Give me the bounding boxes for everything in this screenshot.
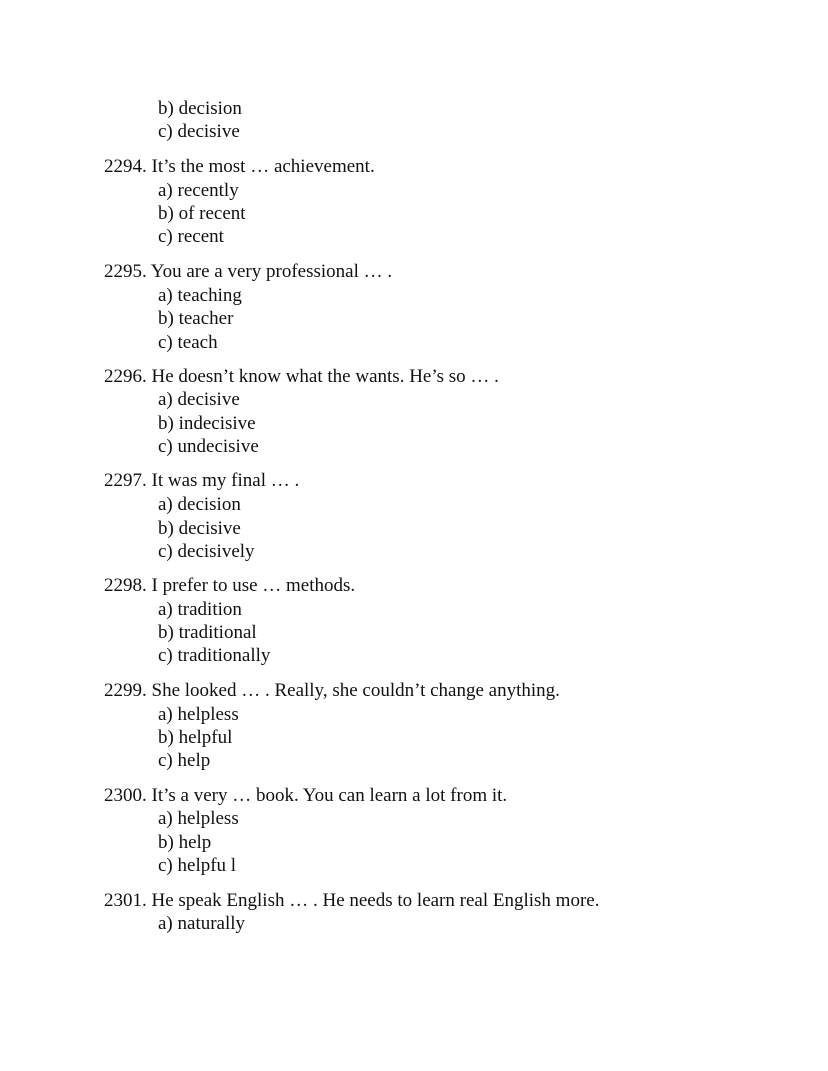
option: a) tradition (158, 599, 242, 620)
option: c) teach (158, 332, 218, 353)
question-text: She looked … . Really, she couldn’t change anything. (151, 680, 560, 701)
question-2295 (104, 260, 392, 283)
option: b) decisive (158, 518, 241, 539)
option: b) helpful (158, 727, 233, 748)
option: b) indecisive (158, 413, 256, 434)
carryover-option: b) decision (158, 98, 242, 119)
question-2297 (104, 469, 299, 492)
option: a) helpless (158, 808, 239, 829)
question-text: He speak English … . He needs to learn real English more. (151, 890, 600, 911)
option: a) recently (158, 180, 239, 201)
option: a) decisive (158, 389, 240, 410)
question-number: 2301. (104, 890, 147, 911)
question-number: 2296. (104, 366, 147, 387)
question-text: It’s a very … book. You can learn a lot from it. (151, 785, 508, 806)
question-number: 2297. (104, 470, 147, 491)
question-text: I prefer to use … methods. (151, 575, 356, 596)
question-text: You are a very professional … . (150, 261, 393, 282)
question-number: 2298. (104, 575, 147, 596)
option: c) undecisive (158, 436, 259, 457)
question-2301 (104, 889, 599, 912)
option: c) recent (158, 226, 224, 247)
option: b) traditional (158, 622, 257, 643)
option: b) of recent (158, 203, 246, 224)
carryover-option: c) decisive (158, 121, 240, 142)
question-text: He doesn’t know what the wants. He’s so … . (151, 366, 499, 387)
question-2298 (104, 574, 355, 597)
option: a) helpless (158, 704, 239, 725)
option: a) naturally (158, 913, 246, 934)
question-text: It was my final … . (151, 470, 300, 491)
option: c) decisively (158, 541, 255, 562)
option: a) teaching (158, 285, 242, 306)
question-number: 2295. (104, 261, 147, 282)
question-number: 2294. (104, 156, 147, 177)
option: a) decision (158, 494, 241, 515)
question-text: It’s the most … achievement. (151, 156, 375, 177)
question-2296 (104, 365, 499, 388)
option: b) help (158, 832, 212, 853)
option: b) teacher (158, 308, 234, 329)
option: c) traditionally (158, 645, 271, 666)
question-2299 (104, 679, 560, 702)
question-number: 2300. (104, 785, 147, 806)
question-2294 (104, 155, 375, 178)
option: c) helpfu l (158, 855, 237, 876)
question-number: 2299. (104, 680, 147, 701)
option: c) help (158, 750, 211, 771)
question-2300 (104, 784, 507, 807)
